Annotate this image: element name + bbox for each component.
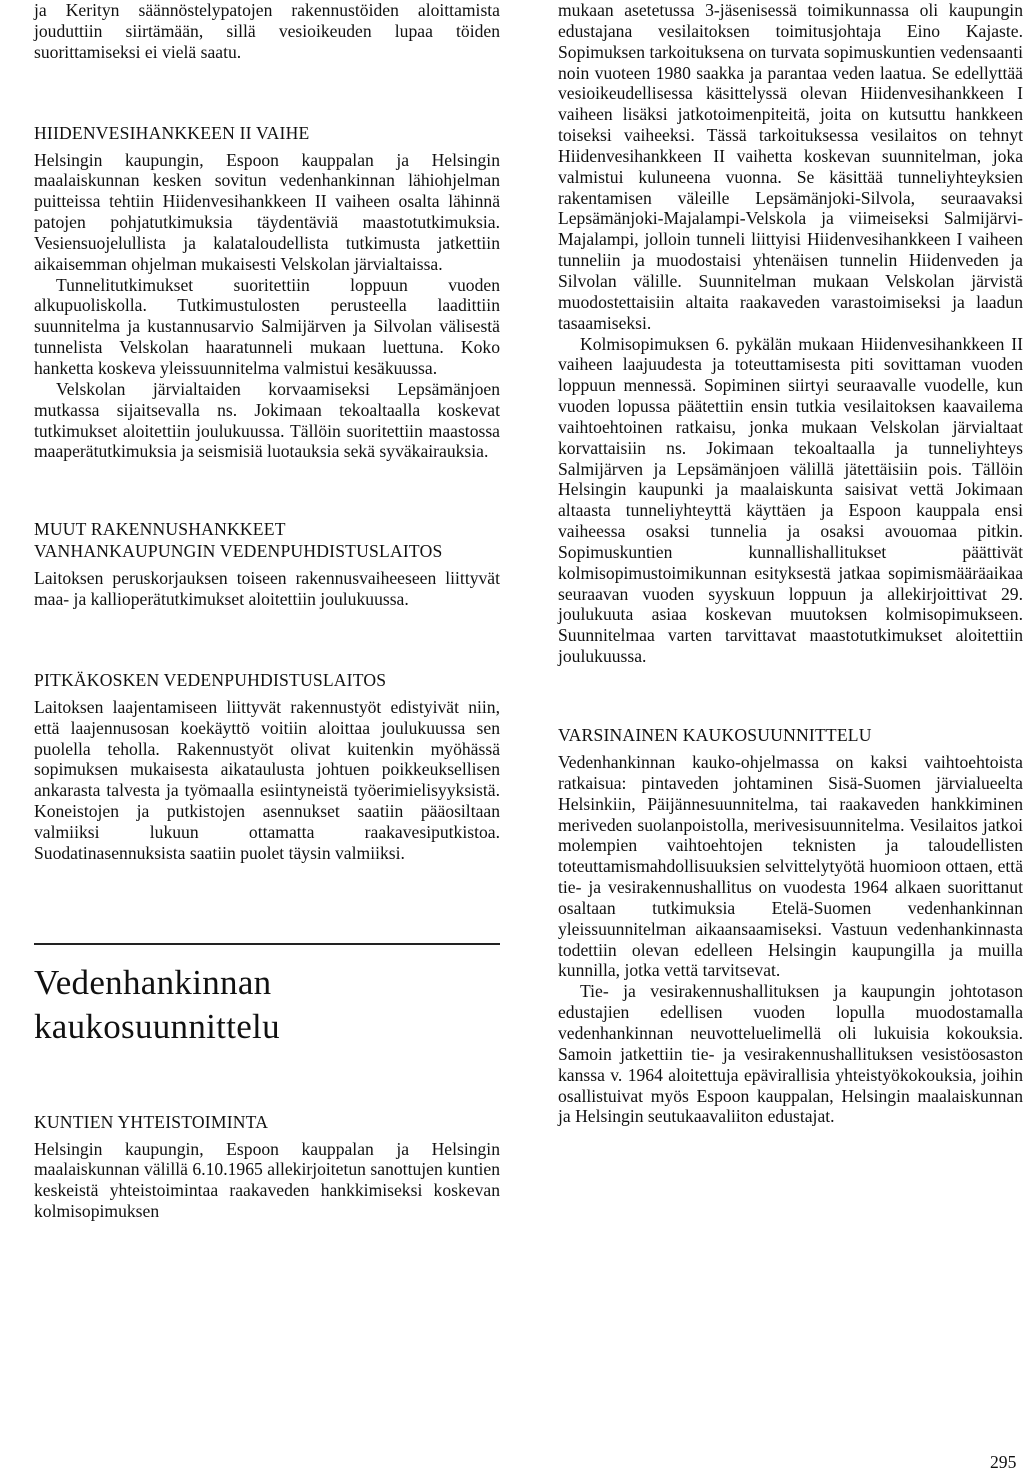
section-heading-kuntien: KUNTIEN YHTEISTOIMINTA	[34, 1111, 269, 1132]
paragraph: Tie- ja vesirakennushallituksen ja kaupungin johtotason edustajien edellisen vuoden lopulla muodostamalla vedenhankinnan neuvotteluelimellä oli lukuisia kokouksia. Samoin jatkettiin tie- ja vesirakennushallituksen vesistöosaston kanssa v. 1964 aloitettuja epävirallisia yhteistyökokouksia, joihin osallistuivat myös Espoon kauppalan, Helsingin maalaiskunnan ja Helsingin seutukaavaliiton edustajat.	[558, 981, 1023, 1127]
section-heading-pitkakoski: PITKÄKOSKEN VEDENPUHDISTUSLAITOS	[34, 669, 387, 690]
chapter-title-line: Vedenhankinnan	[34, 962, 272, 1002]
right-column	[558, 0, 1023, 1127]
section-heading-muut: MUUT RAKENNUSHANKKEET	[34, 519, 286, 540]
left-column	[34, 0, 500, 1222]
paragraph: Helsingin kaupungin, Espoon kauppalan ja Helsingin maalaiskunnan välillä 6.10.1965 allekirjoitetun sanottujen kuntien keskeistä yhteistoimintaa raakaveden hankkimiseksi koskevan kolmisopimuksen	[34, 1138, 500, 1222]
paragraph: Helsingin kaupungin, Espoon kauppalan ja Helsingin maalaiskunnan kesken sovitun vedenhankinnan lähiohjelman puitteissa tehtiin Hiidenvesihankkeen II vaiheen osalta lähinnä patojen pohjatutkimuksia täydentäviä maastotutkimuksia. Vesiensuojelullista ja kalataloudellista tutkimusta jatkettiin aikaisemman ohjelman mukaisesti Velskolan järvialtaissa.	[34, 149, 500, 274]
section-heading-varsinainen: VARSINAINEN KAUKOSUUNNITTELU	[558, 725, 872, 745]
paragraph: Velskolan järvialtaiden korvaamiseksi Lepsämänjoen mutkassa sijaitsevalla ns. Jokimaan tekoaltaalla koskevat tutkimukset aloitettiin joulukuussa. Tällöin suoritettiin maastossa maaperätutkimuksia ja seismisiä luotauksia sekä syväkairauksia.	[34, 378, 500, 462]
paragraph: Laitoksen peruskorjauksen toiseen rakennusvaiheeseen liittyvät maa- ja kallioperätutkimukset aloitettiin joulukuussa.	[34, 568, 500, 610]
paragraph: Kolmisopimuksen 6. pykälän mukaan Hiidenvesihankkeen II vaiheen laajuudesta ja toteuttamisesta piti sovittaman vuoden loppuun mennessä. Sopiminen siirtyi seuraavalle vuodelle, kun vuoden lopussa päätettiin ensin tutkia vesilaitoksen kaavailema vaihtoehtoinen ratkaisu, jonka mukaan Velskolan järvialtaat korvattaisiin ns. Jokimaan tekoaltaalla ja tunneliyhteys Salmijärven ja Lepsämänjoen välillä jätettäisiin pois. Tällöin Helsingin kaupunki ja maalaiskunta saisivat vettä Jokimaan altaasta tunneliyhteyttä käyttäen ja Espoon kauppala ensi vaiheessa osaksi tunnelia ja osaksi avouomaa pitkin. Sopimuskuntien kunnallishallitukset päättivät kolmisopimustoimikunnan esityksestä jatkaa sopimismääräaikaa seuraavan vuoden syyskuun loppuun ja allekirjoittivat 29. joulukuuta asiaa koskevan muutoksen kolmisopimukseen. Suunnitelmaa varten tarvittavat maastotutkimukset aloitettiin joulukuussa.	[558, 333, 1023, 667]
chapter-title-line: kaukosuunnittelu	[34, 1006, 280, 1046]
paragraph: Laitoksen laajentamiseen liittyvät rakennustyöt edistyivät niin, että laajennusosan koekäyttö voitiin aloittaa joulukuussa sen puolella teholla. Rakennustyöt olivat kuitenkin myöhässä sopimuksen mukaisesta aikataulusta johtuen poikkeuksellisen ankarasta talvesta ja työmaalla esiintyneistä työerimielisyyksistä. Koneistojen ja putkistojen asennukset saatiin pääosiltaan valmiiksi lukuun ottamatta raakavesiputkistoa. Suodatinasennuksista saatiin puolet täysin valmiiksi.	[34, 696, 500, 863]
paragraph: Tunnelitutkimukset suoritettiin loppuun vuoden alkupuoliskolla. Tutkimustulosten perusteella laadittiin suunnitelma ja kustannusarvio Salmijärven ja Silvolan välisestä tunnelista Velskolan haaratunneli mukaan luettuna. Koko hanketta koskeva yleissuunnitelma valmistui kesäkuussa.	[34, 274, 500, 378]
paragraph: Vedenhankinnan kauko-ohjelmassa on kaksi vaihtoehtoista ratkaisua: pintaveden johtaminen Sisä-Suomen järvialueelta Helsinkiin, Päijännesuunnitelma, tai raakaveden hankkiminen meriveden suolanpoistolla, merivesisuunnitelma. Vesilaitos jatkoi molempien vaihtoehtojen teknisten ja taloudellisten toteuttamismahdollisuuksien selvittelytyötä huomioon ottaen, että tie- ja vesirakennushallitus on vuodesta 1964 alkaen suorittanut osaltaan tutkimuksia Etelä-Suomen vedenhankinnan yleissuunnitelman aikaansaamiseksi. Vastuun vedenhankinnasta todettiin olevan edelleen Helsingin kaupungilla ja muilla kunnilla, jotka vettä tarvitsevat.	[558, 752, 1023, 981]
chapter-title	[34, 961, 500, 1049]
paragraph: mukaan asetetussa 3-jäsenisessä toimikunnassa oli kaupungin edustajana vesilaitoksen toimitusjohtaja Eino Kajaste. Sopimuksen tarkoituksena on turvata sopimuskuntien vedensaanti noin vuoteen 1980 saakka ja parantaa veden laatua. Se edellyttää vesioikeudellisessa käsittelyssä olevan Hiidenvesihankkeen I vaiheen lisäksi jatkotoimenpiteitä, joita on kutsuttu hankkeen toiseksi vaiheeksi. Tässä tarkoituksessa vesilaitos on tehnyt Hiidenvesihankkeen II vaihetta koskevan suunnitelman, joka valmistui kuluneena vuonna. Se käsittää tunneliyhteyksien rakentamisen väleille Lepsämänjoki-Silvola, seuraavaksi Lepsämänjoki-Majalampi-Velskola ja viimeiseksi Salmijärvi-Majalampi, jolloin tunneli liittyisi Hiidenvesihankkeen I vaiheen tunneliin ja muodostaisi yhtenäisen tunnelin Hiidenveden ja Silvolan välille. Suunnitelman mukaan Velskolan järvistä muodostettaisiin altaita raakaveden varastoimiseksi ja laadun tasaamiseksi.	[558, 0, 1023, 333]
page-number: 295	[990, 1452, 1017, 1472]
section-subheading-vanhankaupunki: VANHANKAUPUNGIN VEDENPUHDISTUSLAITOS	[34, 541, 443, 562]
intro-paragraph: ja Kerityn säännöstelypatojen rakennustöiden aloittamista jouduttiin siirtämään, sillä vesioikeuden lupaa töiden suorittamiseksi ei vielä saatu.	[34, 0, 500, 62]
section-heading-hiidenvesi: HIIDENVESIHANKKEEN II VAIHE	[34, 122, 310, 143]
chapter-rule	[34, 943, 500, 945]
